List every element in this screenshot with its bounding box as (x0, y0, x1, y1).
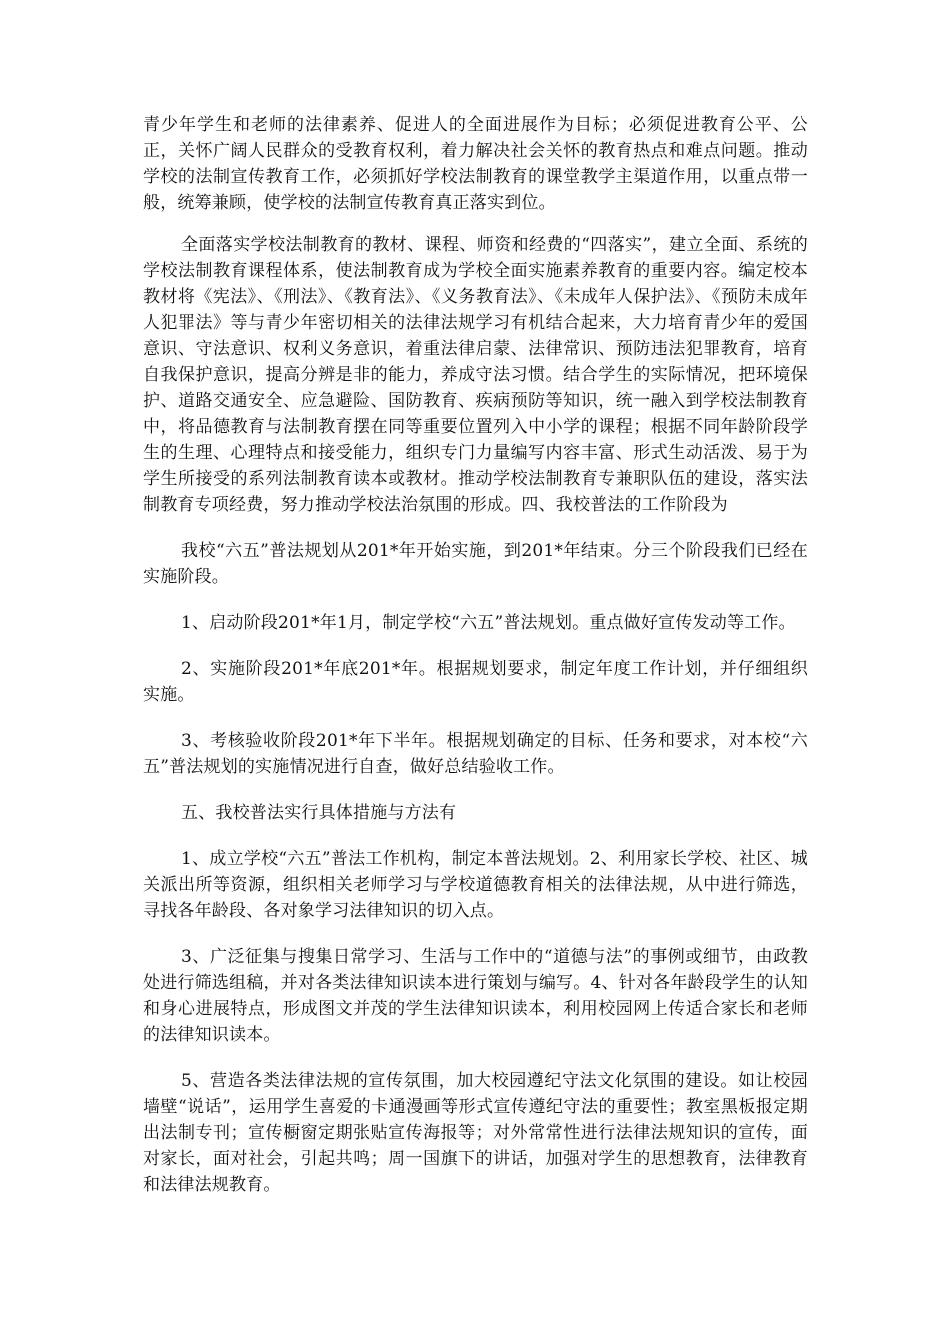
paragraph-4: 1、启动阶段201*年1月，制定学校“六五”普法规划。重点做好宣传发动等工作。 (181, 613, 796, 633)
document-body (143, 112, 808, 1218)
paragraph-3: 我校“六五”普法规划从201*年开始实施，到201*年结束。分三个阶段我们已经在实施阶段。 (143, 541, 808, 587)
paragraph-5: 2、实施阶段201*年底201*年。根据规划要求，制定年度工作计划，并仔细组织实施。 (143, 659, 808, 705)
paragraph-1: 青少年学生和老师的法律素养、促进人的全面进展作为目标；必须促进教育公平、公正，关怀广阔人民群众的受教育权利，着力解决社会关怀的教育热点和难点问题。推动学校的法制宣传教育工作，必须抓好学校法制教育的课堂教学主渠道作用，以重点带一般，统筹兼顾，使学校的法制宣传教育真正落实到位。 (143, 115, 808, 213)
paragraph-8: 1、成立学校“六五”普法工作机构，制定本普法规划。2、利用家长学校、社区、城关派出所等资源，组织相关老师学习与学校道德教育相关的法律法规，从中进行筛选，寻找各年龄段、各对象学习法律知识的切入点。 (143, 849, 808, 921)
paragraph-9: 3、广泛征集与搜集日常学习、生活与工作中的“道德与法”的事例或细节，由政教处进行筛选组稿，并对各类法律知识读本进行策划与编写。4、针对各年龄段学生的认知和身心进展特点，形成图文并茂的学生法律知识读本，利用校园网上传适合家长和老师的法律知识读本。 (143, 947, 808, 1045)
section-heading-5: 五、我校普法实行具体措施与方法有 (181, 803, 457, 823)
paragraph-2: 全面落实学校法制教育的教材、课程、师资和经费的“四落实”，建立全面、系统的学校法制教育课程体系，使法制教育成为学校全面实施素养教育的重要内容。编定校本教材将《宪法》、《刑法》、《教育法》、《义务教育法》、《未成年人保护法》、《预防未成年人犯罪法》等与青少年密切相关的法律法规学习有机结合起来，大力培育青少年的爱国意识、守法意识、权利义务意识，着重法律启蒙、法律常识、预防违法犯罪教育，培育自我保护意识，提高分辨是非的能力，养成守法习惯。结合学生的实际情况，把环境保护、道路交通安全、应急避险、国防教育、疾病预防等知识，统一融入到学校法制教育中，将品德教育与法制教育摆在同等重要位置列入中小学的课程；根据不同年龄阶段学生的生理、心理特点和接受能力，组织专门力量编写内容丰富、形式生动活泼、易于为学生所接受的系列法制教育读本或教材。推动学校法制教育专兼职队伍的建设，落实法制教育专项经费，努力推动学校法治氛围的形成。四、我校普法的工作阶段为 (143, 235, 808, 515)
paragraph-10: 5、营造各类法律法规的宣传氛围，加大校园遵纪守法文化氛围的建设。如让校园墙壁“说话”，运用学生喜爱的卡通漫画等形式宣传遵纪守法的重要性；教室黑板报定期出法制专刊；宣传橱窗定期张贴宣传海报等；对外常常性进行法律法规知识的宣传，面对家长，面对社会，引起共鸣；周一国旗下的讲话，加强对学生的思想教育，法律教育和法律法规教育。 (143, 1071, 808, 1195)
paragraph-6: 3、考核验收阶段201*年下半年。根据规划确定的目标、任务和要求，对本校“六五”普法规划的实施情况进行自查，做好总结验收工作。 (143, 731, 808, 777)
